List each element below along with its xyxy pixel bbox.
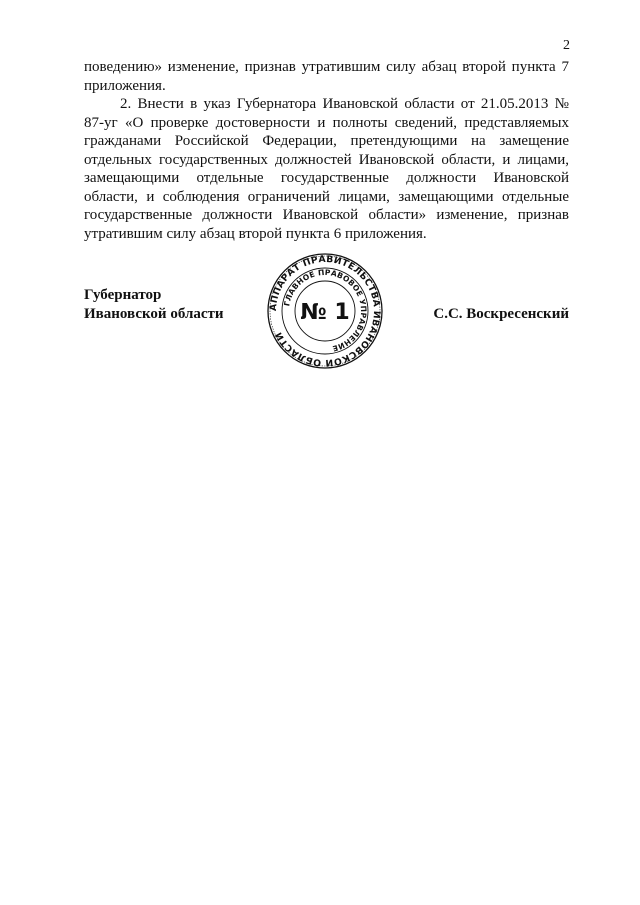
paragraph-item-2: 2. Внести в указ Губернатора Ивановской области от 21.05.2013 № 87-уг «О проверке достоверности и полноты сведений, представляемых гражданами Российской Федерации, претендующими на замещение отдельных государственных должностей Ивановской области, и лицами, замещающими отдельные государственные должности Ивановской области, и соблюдения ограничений лицами, замещающими отдельные государственные должности Ивановской области» изменение, признав утратившим силу абзац второй пункта 6 приложения.: [84, 96, 569, 242]
paragraph-continuation: поведению» изменение, признав утратившим силу абзац второй пункта 7 приложения.: [84, 59, 569, 94]
position-line-2: Ивановской области: [84, 306, 224, 322]
seal-inner-text: ГЛАВНОЕ ПРАВОВОЕ УПРАВЛЕНИЕ: [282, 267, 369, 354]
seal-number: № 1: [300, 300, 350, 325]
official-seal: [266, 252, 384, 370]
page-number: 2: [563, 38, 570, 53]
seal-outer-text: АППАРАТ ПРАВИТЕЛЬСТВА ИВАНОВСКОЙ ОБЛАСТИ: [267, 253, 383, 369]
position-line-1: Губернатор: [84, 287, 162, 303]
signatory-position: [84, 286, 224, 324]
document-body: [84, 58, 569, 243]
signatory-name: С.С. Воскресенский: [433, 306, 569, 322]
